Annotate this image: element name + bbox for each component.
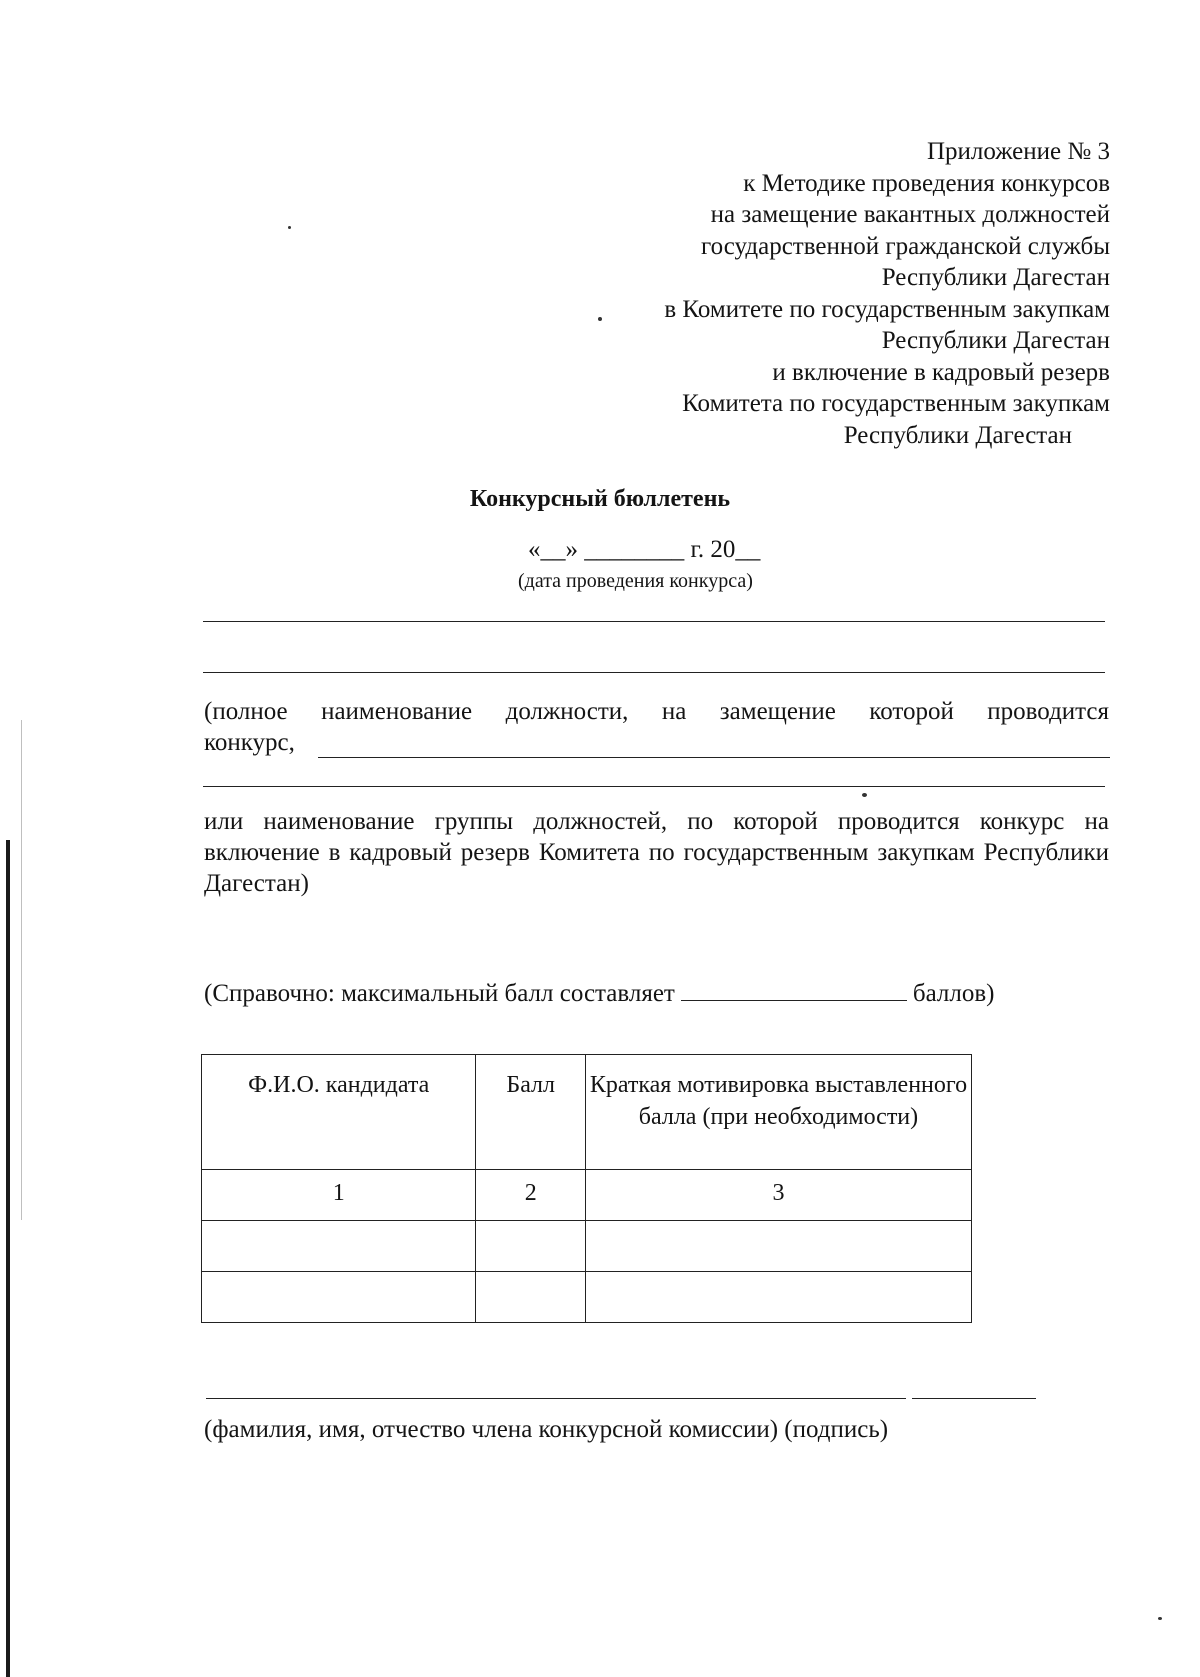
position-blank-line [318, 757, 1110, 758]
table-row [202, 1221, 972, 1272]
position-caption: (полное наименование должности, на замещение которой проводится [204, 698, 1109, 725]
header-line: в Комитете по государственным закупкам [664, 295, 1110, 323]
scan-left-edge [6, 840, 10, 1677]
header-line: Республики Дагестан [843, 421, 1072, 449]
signature-caption: (фамилия, имя, отчество члена конкурсной комиссии) (подпись) [204, 1416, 889, 1443]
header-line: к Методике проведения конкурсов [743, 169, 1110, 197]
position-caption-continued: конкурс, [204, 729, 295, 756]
position-blank-line [203, 672, 1105, 673]
table-number-row [202, 1170, 972, 1221]
header-candidate-name: Ф.И.О. кандидата [202, 1055, 476, 1170]
scores-table [201, 1054, 972, 1323]
position-blank-line [203, 786, 1105, 787]
table-cell [476, 1221, 585, 1272]
scan-speck [288, 226, 291, 229]
signature-line [912, 1398, 1036, 1399]
scan-speck [598, 317, 602, 321]
table-cell [585, 1272, 971, 1323]
reference-prefix: (Справочно: максимальный балл составляет [204, 980, 675, 1007]
scan-speck [1158, 1617, 1162, 1620]
table-cell [476, 1272, 585, 1323]
table-cell [585, 1221, 971, 1272]
column-number: 2 [476, 1170, 585, 1221]
header-score: Балл [476, 1055, 585, 1170]
table-cell [202, 1272, 476, 1323]
header-line: государственной гражданской службы [700, 232, 1110, 260]
column-number: 3 [585, 1170, 971, 1221]
header-line: Республики Дагестан [881, 264, 1110, 291]
max-score-blank [681, 976, 907, 1001]
header-line: на замещение вакантных должностей [710, 201, 1110, 228]
date-caption: (дата проведения конкурса) [518, 570, 753, 592]
column-number: 1 [202, 1170, 476, 1221]
header-motivation: Краткая мотивировка выставленного балла (при необходимости) [585, 1055, 971, 1170]
header-line: Приложение № 3 [926, 138, 1110, 165]
table-row [202, 1272, 972, 1323]
table-header-row [202, 1055, 972, 1170]
commission-member-name-line [206, 1398, 906, 1399]
scan-speck [862, 793, 867, 797]
reference-suffix: баллов) [912, 980, 995, 1007]
table-cell [202, 1221, 476, 1272]
document-title: Конкурсный бюллетень [469, 486, 731, 512]
header-line: и включение в кадровый резерв [772, 358, 1110, 386]
position-blank-line [203, 621, 1105, 622]
appendix-header [664, 136, 1110, 451]
header-line: Комитета по государственным закупкам [682, 390, 1110, 417]
date-field: «__» ________ г. 20__ [528, 536, 761, 563]
group-caption: или наименование группы должностей, по которой проводится конкурс на включение в кадровый резерв Комитета по государственным закупкам Республики Дагестан) [204, 808, 1109, 897]
header-line: Республики Дагестан [881, 327, 1110, 354]
scan-margin-line [21, 720, 22, 1220]
max-score-reference [204, 976, 994, 1008]
